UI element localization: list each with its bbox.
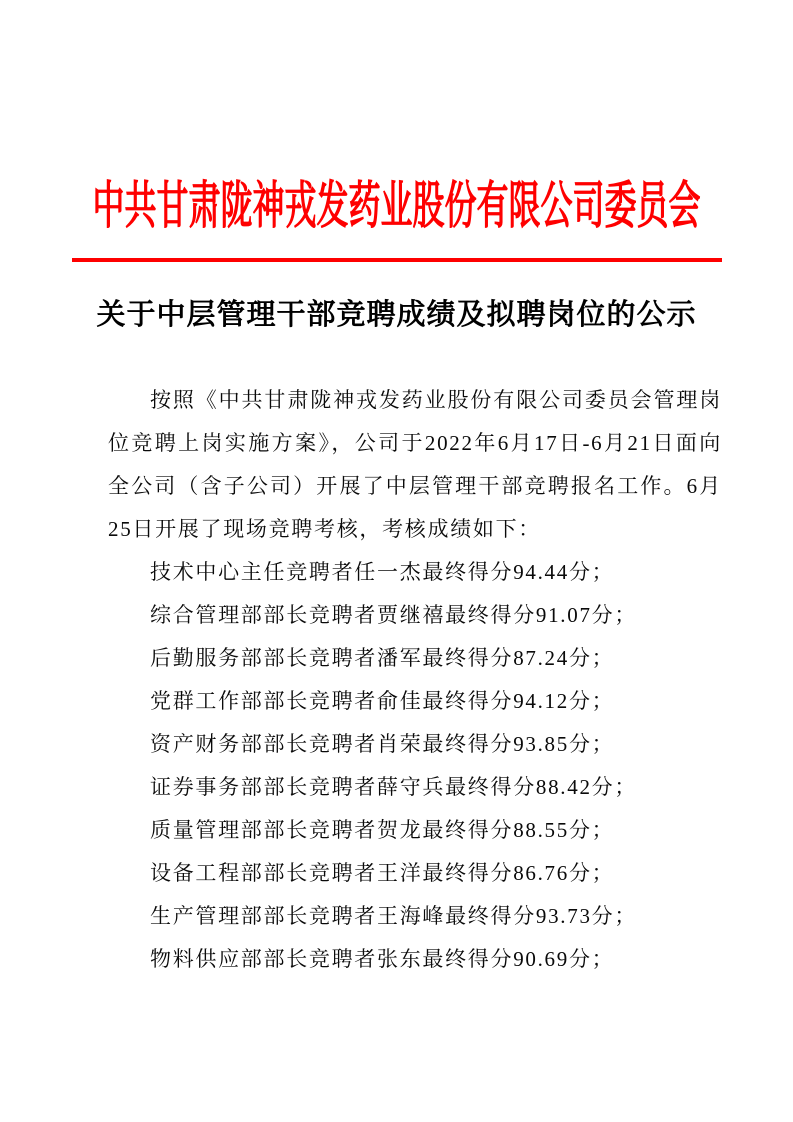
result-line-production-mgmt: 生产管理部部长竞聘者王海峰最终得分93.73分； <box>150 904 638 928</box>
result-line-asset-finance: 资产财务部部长竞聘者肖荣最终得分93.85分； <box>150 732 615 756</box>
result-line-material-supply: 物料供应部部长竞聘者张东最终得分90.69分； <box>150 947 615 971</box>
result-line-tech-center: 技术中心主任竞聘者任一杰最终得分94.44分； <box>150 560 615 584</box>
result-line-quality-mgmt: 质量管理部部长竞聘者贺龙最终得分88.55分； <box>150 818 615 842</box>
result-line-logistics: 后勤服务部部长竞聘者潘军最终得分87.24分； <box>150 646 615 670</box>
red-header-org-name: 中共甘肃陇神戎发药业股份有限公司委员会 <box>92 176 701 235</box>
result-line-party-work: 党群工作部部长竞聘者俞佳最终得分94.12分； <box>150 689 615 713</box>
intro-paragraph: 按照《中共甘肃陇神戎发药业股份有限公司委员会管理岗位竞聘上岗实施方案》，公司于2022年6月17日-6月21日面向全公司（含子公司）开展了中层管理干部竞聘报名工作。6月25日开展了现场竞聘考核，考核成绩如下： <box>108 388 722 541</box>
result-line-equipment-eng: 设备工程部部长竞聘者王洋最终得分86.76分； <box>150 861 615 885</box>
red-divider-line <box>72 258 722 262</box>
document-body <box>108 379 722 981</box>
result-line-securities: 证券事务部部长竞聘者薛守兵最终得分88.42分； <box>150 775 638 799</box>
result-line-general-mgmt: 综合管理部部长竞聘者贾继禧最终得分91.07分； <box>150 603 638 627</box>
document-title: 关于中层管理干部竞聘成绩及拟聘岗位的公示 <box>96 299 697 331</box>
